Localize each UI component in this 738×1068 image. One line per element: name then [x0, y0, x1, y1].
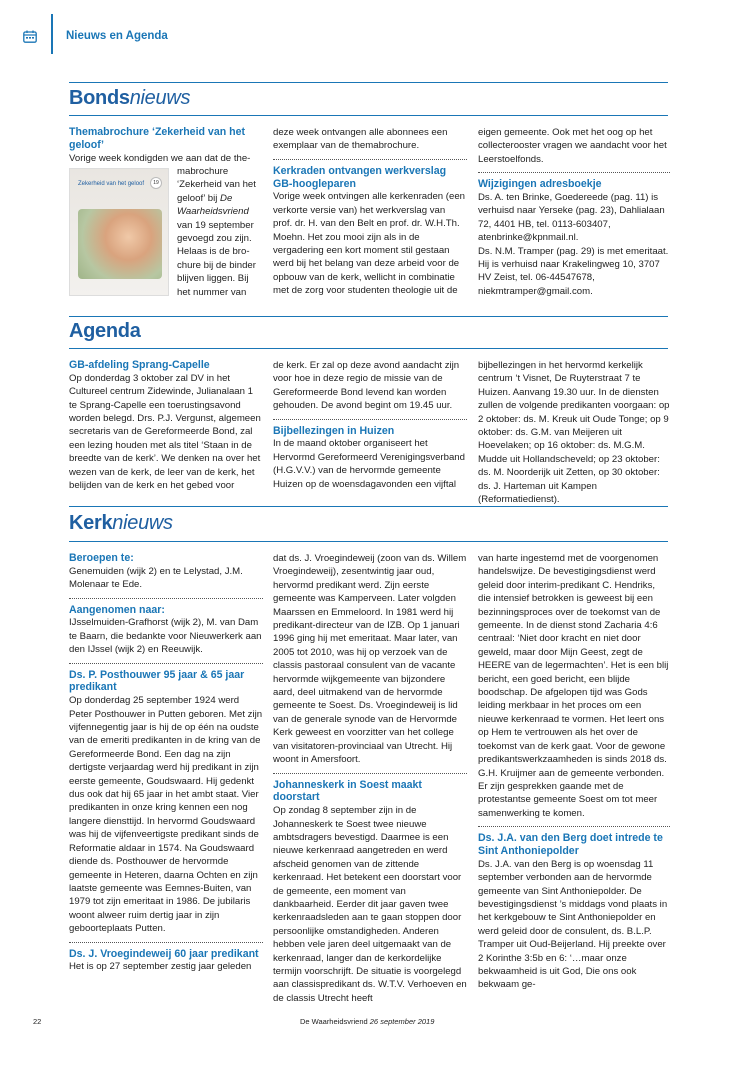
kerknieuws-col1 [69, 552, 263, 974]
section-rule [69, 348, 668, 349]
sprang-cont: de kerk. Er zal op deze avond aandacht zijn voor hoe in deze regio de missie van de Gereformeerde Bond levend kan worden gehouden. De avond begint om 19.45 uur. [273, 360, 460, 412]
section-rule [69, 506, 668, 507]
bondsnieuws-col1 [69, 126, 259, 300]
dotted-separator [273, 159, 467, 160]
beroepen-body: Genemuiden (wijk 2) en te Lelystad, J.M. Molenaar te Ede. [69, 565, 243, 591]
footer-publication: De Waarheidsvriend 26 september 2019 [300, 1017, 435, 1026]
header-divider [51, 14, 53, 54]
dotted-separator [69, 942, 263, 943]
soest-heading: Johanneskerk in Soest maakt doorstart [273, 778, 422, 804]
kerknieuws-col2 [273, 552, 467, 1005]
themabrochure-heading: Themabrochure ‘Zekerheid van het geloof’ [69, 126, 246, 151]
cover-number: 19 [150, 177, 162, 189]
kerknieuws-col3 [478, 552, 670, 992]
agenda-col3 [478, 359, 670, 506]
section-label: Nieuws en Agenda [66, 30, 168, 42]
huizen-cont: bijbellezingen in het hervormd kerkelijk centrum ‘t Visnet, De Ruyterstraat 7 te Huizen. Aanvang 19.30 uur. In de diensten zullen de volgende predikanten voorgaan: op 2 oktober: ds. M. Kreuk uit Oude Tonge; op 9 oktober: ds. G.M. van Meijeren uit Hoevelaken; op 16 oktober: ds. M.G.M. Mudde uit Hollandscheveld; op 23 oktober: ds. M. Noorderijk uit Zetten, op 30 oktober: ds. J. Harteman uit Kampen (Reformatiedienst). [478, 360, 670, 506]
beroepen-heading: Beroepen te: [69, 552, 134, 564]
bondsnieuws-col3 [478, 126, 670, 298]
kerkraden-body: Vorige week ontvingen alle kerkenraden (een verkorte versie van) het werkverslag van prof. dr. H. van den Belt en prof. dr. W.H.Th. Moehn. Het zou mooi zijn als in de vergadering een kort moment stil gestaan werd bij het belang van deze arbeid voor de opbouw van de kerk, wellicht in combinatie met de zorg voor studenten theologie uit de [273, 191, 466, 297]
themabrochure-intro: Vorige week kondigden we aan dat de the- [69, 152, 251, 164]
vroegindeweij-cont: dat ds. J. Vroegindeweij (zoon van ds. Willem Vroegindeweij), zesentwintig jaar oud, hervormd predikant werd. Zijn eerste gemeente was Kamperveen. Later volgden Maarssen en Emmeloord. In 1981 werd hij predikant-directeur van de IZB. Op 1 januari 1996 ging hij met emeritaat. Maar later, van 2005 tot 2010, was hij op verzoek van de classis pastoraal consulent van de vacante hervormde wijkgemeente van bijzondere aard, deel uitmakend van de hervormde gemeente te Soest. Ds. Vroegindeweij is lid van de generale synode van de Hervormde Kerk geweest en voorzitter van het college van visitatoren-provinciaal van Utrecht. Hij woont in Amersfoort. [273, 553, 467, 766]
dotted-separator [273, 419, 467, 420]
section-rule [69, 541, 668, 542]
kerknieuws-title: Kerknieuws [69, 512, 173, 534]
huizen-heading: Bijbellezingen in Huizen [273, 424, 395, 437]
vandenberg-heading: Ds. J.A. van den Berg doet intrede te Sint Anthoniepolder [478, 832, 663, 857]
section-rule [69, 316, 668, 317]
aangenomen-heading: Aangenomen naar: [69, 603, 165, 616]
dotted-separator [478, 172, 670, 173]
dotted-separator [69, 663, 263, 664]
bondsnieuws-col2 [273, 126, 467, 298]
adresboekje-body2: Ds. N.M. Tramper (pag. 29) is met emeritaat. Hij is verhuisd naar Krakelingweg 10, 3707 HV Zeist, tel. 06-44547678, niekmtramper@gmail.com. [478, 245, 669, 297]
themabrochure-cont: deze week ontvangen alle abonnees een exemplaar van de themabrochure. [273, 127, 448, 152]
huizen-body: In de maand oktober organiseert het Hervormd Gereformeerd Verenigingsverband (H.G.V.V.) van de hervormde gemeente Huizen op de woensdagavonden een vijftal [273, 438, 465, 490]
section-rule [69, 82, 668, 83]
page-header [0, 0, 738, 58]
themabrochure-wrap: mabrochure ‘Zekerheid van het geloof’ bij De Waarheidsvriend van 19 september gevoegd zou zijn. Helaas is de bro- chure bij de binder blijven liggen. Bij het nummer van [177, 166, 256, 298]
kerkraden-cont: eigen gemeente. Ook met het oog op het collecterooster vragen we aandacht voor het Leerstoelfonds. [478, 127, 667, 165]
adresboekje-body1: Ds. A. ten Brinke, Goedereede (pag. 11) is verhuisd naar Yerseke (pag. 23), Dahlialaan 72, 4401 HB, tel. 0113-603407, atenbrinke@kpnmail.nl. [478, 192, 665, 244]
sprang-heading: GB-afdeling Sprang-Capelle [69, 359, 210, 371]
kerkraden-heading: Kerkraden ontvangen werkverslag GB-hooglераren [273, 164, 447, 190]
section-rule [69, 115, 668, 116]
sprang-body: Op donderdag 3 oktober zal DV in het Cultureel centrum Zidewinde, Julianalaan 1 te Sprang-Capelle een toerustingsavond worden belegd. Drs. P.J. Vergunst, algemeen secretaris van de Gereformeerde Bond, zal een lezing houden met als titel ‘Staan in de breedte van de kerk’. We denken na over het wezen van de kerk, de leer van de kerk, het belijden van de kerk en het gebed voor [69, 372, 261, 492]
posthouwer-heading: Ds. P. Posthouwer 95 jaar & 65 jaar predikant [69, 668, 245, 694]
vroegindeweij-heading: Ds. J. Vroegindeweij 60 jaar predikant [69, 947, 259, 960]
dotted-separator [273, 773, 467, 774]
bondsnieuws-title: Bondsnieuws [69, 87, 191, 109]
brochure-cover-image [69, 168, 169, 296]
agenda-title: Agenda [69, 320, 141, 342]
vroegindeweij-body: Het is op 27 september zestig jaar geleden [69, 961, 252, 973]
hands-photo [78, 209, 162, 279]
agenda-col2 [273, 359, 467, 491]
calendar-icon [23, 30, 37, 43]
aangenomen-body: IJsselmuiden-Grafhorst (wijk 2), M. van Dam te Baarn, die bedankte voor Nieuwerkerk aan den IJssel (wijk 2) en Reeuwijk. [69, 617, 262, 656]
dotted-separator [478, 826, 670, 827]
posthouwer-body: Op donderdag 25 september 1924 werd Peter Posthouwer in Putten geboren. Met zijn vijfennegentig jaar is hij de op één na oudste van de emeriti predikanten in de kring van de Gereformeerde Bond. Een dag na zijn dertigste verjaardag werd hij predikant in zijn eerste gemeente, Goudswaard. Hij gedenkt dus ook dat hij 65 jaar in het ambt staat. Vier predikanten in onze kring kennen een nog langere diensttijd. In hervormd Goudswaard was hij de vijfenveertigste predikant sinds de Reformatie aldaar in 1574. Na Goudswaard diende ds. Posthouwer de hervormde gemeente in Heteren, daarna Ochten en zijn laatste gemeente was Eemnes-Buiten, van 1979 tot zijn emeritaat in 1986. De jubilaris woont alweer ruim dertig jaar in zijn geboorteplaats Putten. [69, 695, 263, 935]
dotted-separator [69, 598, 263, 599]
soest-body: Op zondag 8 september zijn in de Johanneskerk te Soest twee nieuwe ambtsdragers bevestigd. Daarmee is een nieuwe kerkenraad aangetreden en werd afscheid genomen van de zittende kerkenraad. Het betekent een doorstart voor de gemeente, een moment van dankbaarheid. Eerder dit jaar gaven twee kerkenraadsleden aan te gaan stoppen door persoonlijke omstandigheden. Anderen hebben vele jaren deel uitgemaakt van de kerkenraad, langer dan de kerkordelijke termijn voorschrijft. De situatie is voorgelegd aan classispredikant ds. W.T.V. Verhoeven en de classis Utrecht heeft [273, 805, 467, 1004]
adresboekje-heading: Wijzigingen adresboekje [478, 178, 602, 191]
cover-title: Zekerheid van het geloof [78, 181, 145, 187]
agenda-col1 [69, 359, 261, 492]
page-number: 22 [33, 1017, 42, 1026]
vandenberg-body: Ds. J.A. van den Berg is op woensdag 11 september verbonden aan de hervormde gemeente van Sint Anthoniepolder. De bevestigingsdienst ’s middags vond plaats in het kerkgebouw te Sint Anthoniepolder en werd geleid door de consulent, ds. B.L.P. Tramper uit Oud-Beijerland. Hij preekte over 2 Korinthe 3:5b en 6: ‘…maar onze bekwaamheid is uit God, Die ons ook bekwaam ge- [478, 858, 668, 991]
soest-cont: van harte ingestemd met de voorgenomen handelswijze. De bevestigingsdienst werd geleid door interim-predikant C. Hendriks, die intensief betrokken is geweest bij een bezinningsproces over de toekomst van de gemeente. In de dienst stond Zacharia 4:6 centraal: ‘Niet door kracht en niet door geweld, maar door Mijn Geest, zegt de HEERE van de legermachten’. Het is een blij bericht, een goed bericht, een blijde boodschap. De afgelopen tijd was Gods leiding merkbaar in het proces om een nieuwe kerkenraad te vormen. Het leert ons op Hem te vertrouwen als het over de toekomst van de kerk gaat. Voor de gewone predikantswerkzaamheden is sinds 2018 ds. G.H. Kruijmer aan de gemeente verbonden. Er zijn gesprekken gaande met de protestantse gemeente Soest om tot meer samenwerking te komen. [478, 553, 669, 819]
